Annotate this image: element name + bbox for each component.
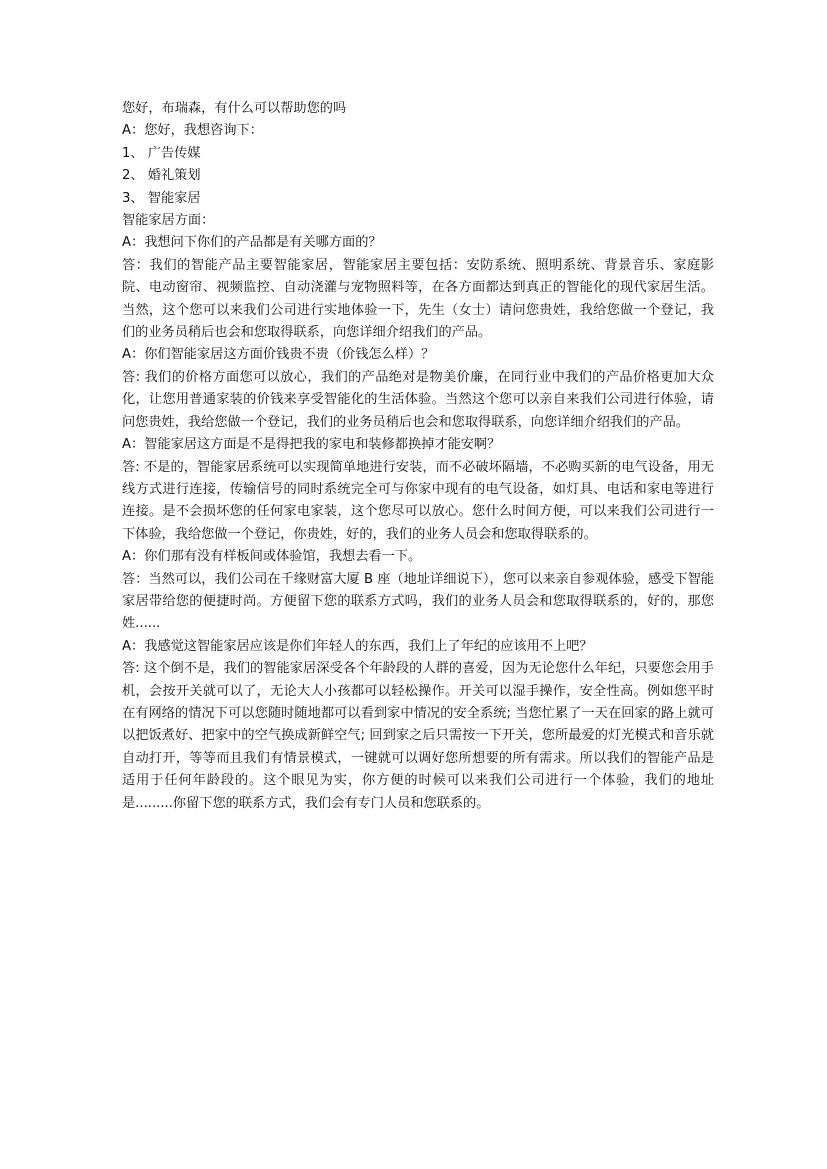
answer-1: 答：我们的智能产品主要智能家居，智能家居主要包括：安防系统、照明系统、背景音乐、家庭影院、电动窗帘、视频监控、自动浇灌与宠物照料等，在各方面都达到真正的智能化的现代家居生活。当然，这个您可以来我们公司进行实地体验一下，先生（女士）请问您贵姓，我给您做一个登记，我们的业务员稍后也会和您取得联系，向您详细介绍我们的产品。 [122,257,714,341]
section-heading: 智能家居方面： [122,213,215,229]
answer-4: 答：当然可以，我们公司在千缘财富大厦 B 座（地址详细说下），您可以来亲自参观体验，感受下智能家居带给您的便捷时尚。方便留下您的联系方式吗，我们的业务人员会和您取得联系的，好的，那您姓...... [122,571,714,632]
question-3: A：智能家居这方面是不是得把我的家电和装修都换掉才能安啊？ [122,437,501,453]
list-item-3: 3、 智能家居 [122,190,201,206]
answer-3: 答: 不是的，智能家居系统可以实现简单地进行安装，而不必破坏隔墙，不必购买新的电气设备，用无线方式进行连接，传输信号的同时系统完全可与你家中现有的电气设备，如灯具、电话和家电等进行连接。是不会损坏您的任何家电家装，这个您尽可以放心。您什么时间方便，可以来我们公司进行一下体验，我给您做一个登记，你贵姓，好的，我们的业务人员会和您取得联系的。 [122,459,714,542]
question-5: A：我感觉这智能家居应该是你们年轻人的东西，我们上了年纪的应该用不上吧？ [122,638,593,654]
list-item-2: 2、 婚礼策划 [122,168,201,184]
question-1: A：我想问下你们的产品都是有关哪方面的？ [122,235,382,251]
question-intro: A：您好，我想咨询下： [122,123,263,139]
document-body [122,98,714,815]
answer-5: 答: 这个倒不是，我们的智能家居深受各个年龄段的人群的喜爱，因为无论您什么年纪，只要您会用手机，会按开关就可以了，无论大人小孩都可以轻松操作。开关可以湿手操作，安全性高。例如您平时在有网络的情况下可以您随时随地都可以看到家中情况的安全系统; 当您忙累了一天在回家的路上就可以把饭煮好、把家中的空气换成新鲜空气; 回到家之后只需按一下开关，您所最爱的灯光模式和音乐就自动打开，等等而且我们有情景模式，一键就可以调好您所想要的所有需求。所以我们的智能产品是适用于任何年龄段的。这个眼见为实，你方便的时候可以来我们公司进行一个体验，我们的地址是.........你留下您的联系方式，我们会有专门人员和您联系的。 [122,661,714,811]
question-4: A：你们那有没有样板间或体验馆，我想去看一下。 [122,549,422,565]
greeting-line: 您好，布瑞森，有什么可以帮助您的吗 [122,101,347,116]
answer-2: 答: 我们的价格方面您可以放心，我们的产品绝对是物美价廉，在同行业中我们的产品价格更加大众化，让您用普通家装的价钱来享受智能化的生活体验。当然这个您可以亲自来我们公司进行体验，请问您贵姓，我给您做一个登记，我们的业务员稍后也会和您取得联系，向您详细介绍我们的产品。 [122,369,714,430]
question-2: A：你们智能家居这方面价钱贵不贵（价钱怎么样）？ [122,347,435,363]
list-item-1: 1、 广告传媒 [122,145,201,161]
